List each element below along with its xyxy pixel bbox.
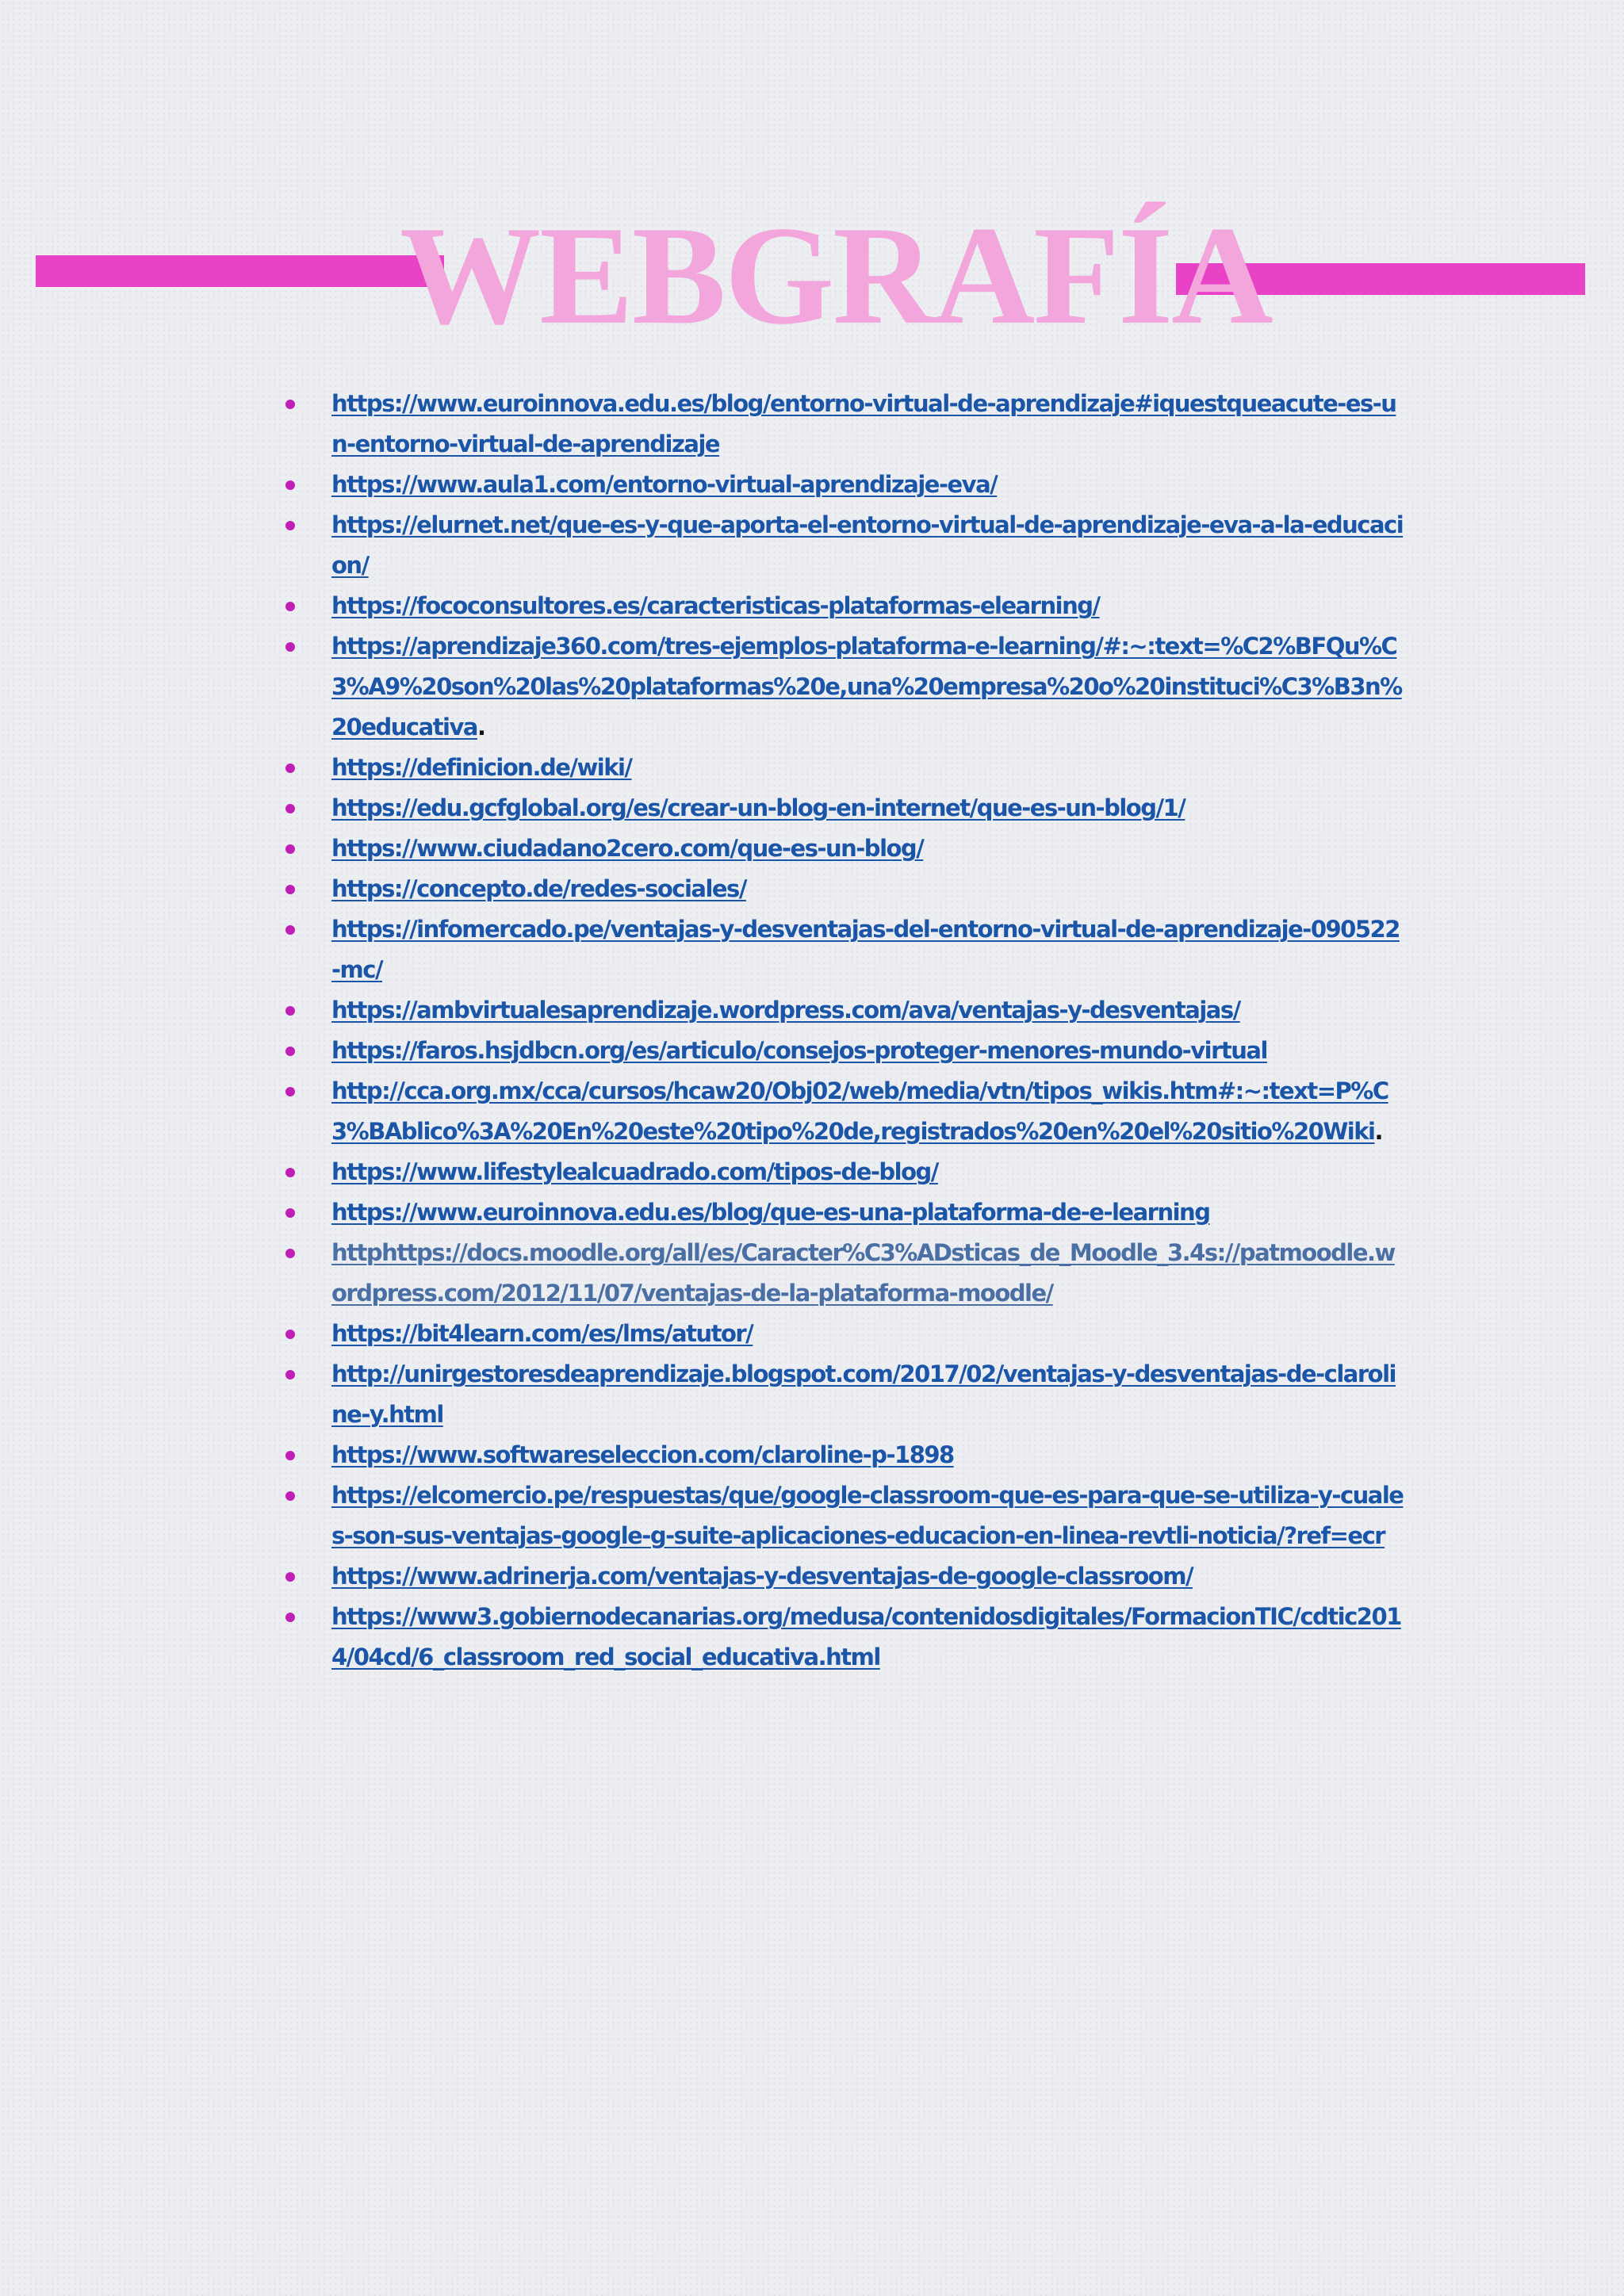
- bullet-icon: [285, 521, 295, 530]
- bullet-icon: [285, 804, 295, 813]
- reference-link[interactable]: https://www.ciudadano2cero.com/que-es-un-blog/: [331, 835, 924, 862]
- reference-link[interactable]: http://unirgestoresdeaprendizaje.blogspot.com/2017/02/ventajas-y-desventajas-de-claroline-y.html: [331, 1360, 1396, 1428]
- reference-link[interactable]: https://edu.gcfglobal.org/es/crear-un-blog-en-internet/que-es-un-blog/1/: [331, 794, 1185, 821]
- list-item: [282, 465, 1408, 505]
- list-item: [282, 1597, 1408, 1678]
- list-item: [282, 1435, 1408, 1475]
- reference-link[interactable]: https://www.aula1.com/entorno-virtual-aprendizaje-eva/: [331, 471, 998, 498]
- reference-link[interactable]: https://www.softwareseleccion.com/claroline-p-1898: [331, 1441, 954, 1468]
- reference-link[interactable]: https://fococonsultores.es/caracteristicas-plataformas-elearning/: [331, 592, 1100, 619]
- bullet-icon: [285, 1613, 295, 1622]
- reference-link[interactable]: https://faros.hsjdbcn.org/es/articulo/consejos-proteger-menores-mundo-virtual: [331, 1037, 1267, 1064]
- bullet-icon: [285, 885, 295, 894]
- list-item: [282, 1071, 1408, 1152]
- bullet-icon: [285, 925, 295, 935]
- list-item: [282, 1031, 1408, 1071]
- reference-link[interactable]: https://ambvirtualesaprendizaje.wordpress.com/ava/ventajas-y-desventajas/: [331, 997, 1240, 1024]
- bullet-icon: [285, 1370, 295, 1380]
- reference-link[interactable]: https://www.lifestylealcuadrado.com/tipos-de-blog/: [331, 1158, 938, 1185]
- list-item: [282, 1314, 1408, 1354]
- list-item: [282, 869, 1408, 909]
- reference-list: [282, 384, 1408, 1678]
- bullet-icon: [285, 1451, 295, 1460]
- list-item: [282, 1354, 1408, 1435]
- list-item: [282, 384, 1408, 465]
- bullet-icon: [285, 642, 295, 652]
- list-item: [282, 505, 1408, 586]
- reference-link[interactable]: https://definicion.de/wiki/: [331, 754, 632, 781]
- bullet-icon: [285, 763, 295, 773]
- reference-link[interactable]: https://infomercado.pe/ventajas-y-desventajas-del-entorno-virtual-de-aprendizaje-090522-mc/: [331, 916, 1400, 983]
- bullet-icon: [285, 1168, 295, 1177]
- reference-link[interactable]: https://www.euroinnova.edu.es/blog/que-es-una-plataforma-de-e-learning: [331, 1199, 1210, 1226]
- list-item: [282, 748, 1408, 788]
- reference-link[interactable]: https://www3.gobiernodecanarias.org/medusa/contenidosdigitales/FormacionTIC/cdtic2014/04cd/6_classroom_red_social_educativa.html: [331, 1603, 1401, 1670]
- list-item: [282, 1192, 1408, 1233]
- list-item: [282, 1233, 1408, 1314]
- bullet-icon: [285, 844, 295, 854]
- list-item: [282, 1475, 1408, 1556]
- bullet-icon: [285, 1491, 295, 1501]
- bullet-icon: [285, 1330, 295, 1339]
- page-title: WEBGRAFÍA: [400, 197, 1272, 354]
- list-item: [282, 828, 1408, 869]
- reference-link[interactable]: https://www.adrinerja.com/ventajas-y-desventajas-de-google-classroom/: [331, 1563, 1193, 1590]
- reference-link[interactable]: http://cca.org.mx/cca/cursos/hcaw20/Obj02/web/media/vtn/tipos_wikis.htm#:~:text=P%C3%BAblico%3A%20En%20este%20tipo%20de,registrados%20en%20el%20sitio%20Wiki: [331, 1077, 1388, 1145]
- bullet-icon: [285, 1006, 295, 1016]
- reference-link[interactable]: httphttps://docs.moodle.org/all/es/Caracter%C3%ADsticas_de_Moodle_3.4s://patmoodle.wordpress.com/2012/11/07/ventajas-de-la-plataforma-moodle/: [331, 1239, 1395, 1307]
- list-item: [282, 626, 1408, 748]
- link-trailing-punctuation: .: [477, 714, 485, 740]
- list-item: [282, 1556, 1408, 1597]
- bullet-icon: [285, 602, 295, 611]
- bullet-icon: [285, 1249, 295, 1258]
- bullet-icon: [285, 1572, 295, 1582]
- reference-link[interactable]: https://elcomercio.pe/respuestas/que/google-classroom-que-es-para-que-se-utiliza-y-cuales-son-sus-ventajas-google-g-suite-aplicaciones-educacion-en-linea-revtli-noticia/?ref=ecr: [331, 1482, 1404, 1549]
- list-item: [282, 1152, 1408, 1192]
- bullet-icon: [285, 1087, 295, 1096]
- reference-link[interactable]: https://concepto.de/redes-sociales/: [331, 875, 746, 902]
- list-item: [282, 586, 1408, 626]
- bullet-icon: [285, 400, 295, 409]
- reference-link[interactable]: https://www.euroinnova.edu.es/blog/entorno-virtual-de-aprendizaje#iquestqueacute-es-un-entorno-virtual-de-aprendizaje: [331, 390, 1396, 457]
- reference-link[interactable]: https://aprendizaje360.com/tres-ejemplos-plataforma-e-learning/#:~:text=%C2%BFQu%C3%A9%20son%20las%20plataformas%20e,una%20empresa%20o%20instituci%C3%B3n%20educativa: [331, 633, 1402, 740]
- reference-link[interactable]: https://bit4learn.com/es/lms/atutor/: [331, 1320, 753, 1347]
- bullet-icon: [285, 480, 295, 490]
- bullet-icon: [285, 1208, 295, 1218]
- reference-link[interactable]: https://elurnet.net/que-es-y-que-aporta-el-entorno-virtual-de-aprendizaje-eva-a-la-educacion/: [331, 511, 1404, 579]
- list-item: [282, 990, 1408, 1031]
- link-trailing-punctuation: .: [1374, 1118, 1383, 1145]
- list-item: [282, 788, 1408, 828]
- bullet-icon: [285, 1047, 295, 1056]
- list-item: [282, 909, 1408, 990]
